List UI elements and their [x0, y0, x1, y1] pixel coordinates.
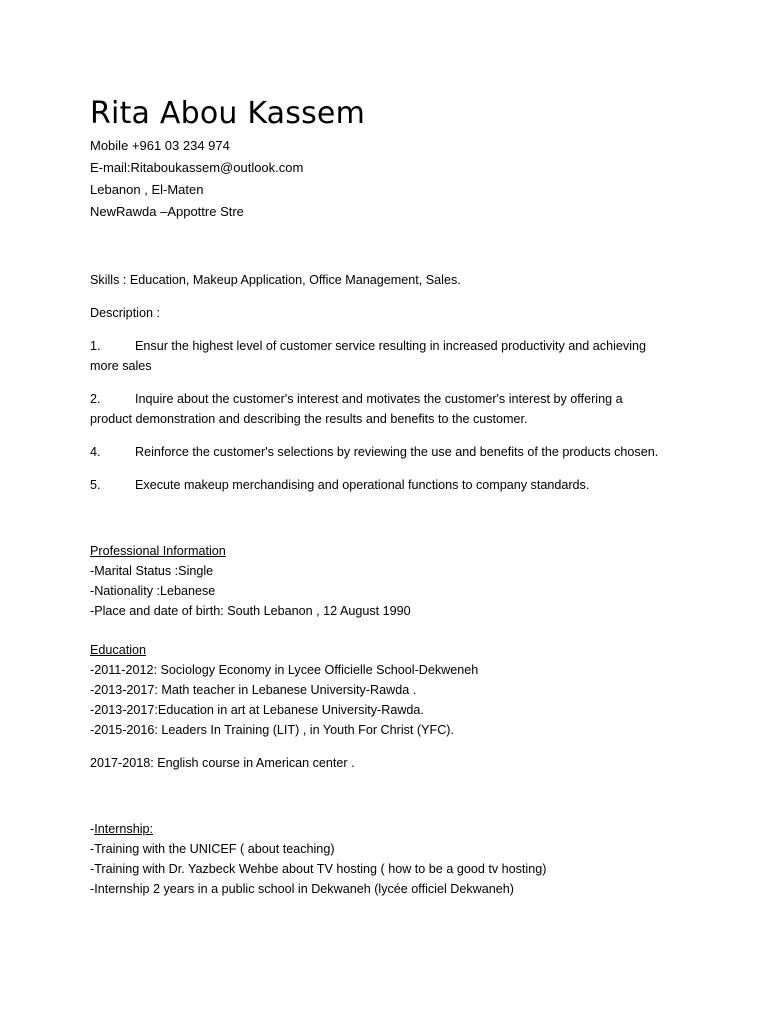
professional-heading: Professional Information [90, 544, 226, 558]
item-number: 4. [90, 445, 101, 459]
item-text-continued: product demonstration and describing the results and benefits to the customer. [90, 412, 528, 426]
education-extra: 2017-2018: English course in American center . [90, 756, 355, 770]
professional-item: -Place and date of birth: South Lebanon , 12 August 1990 [90, 604, 411, 618]
internship-item: -Internship 2 years in a public school in Dekwaneh (lycée officiel Dekwaneh) [90, 882, 514, 896]
skills-line: Skills : Education, Makeup Application, Office Management, Sales. [90, 273, 461, 287]
street-address: NewRawda –Appottre Stre [90, 204, 244, 219]
item-text-continued: more sales [90, 359, 152, 373]
internship-prefix: - [90, 822, 95, 836]
internship-item: -Training with the UNICEF ( about teaching) [90, 842, 335, 856]
education-item: -2013-2017: Math teacher in Lebanese University-Rawda . [90, 683, 417, 697]
email-address: E-mail:Ritaboukassem@outlook.com [90, 160, 304, 175]
item-text: Execute makeup merchandising and operational functions to company standards. [135, 478, 590, 492]
education-item: -2015-2016: Leaders In Training (LIT) , in Youth For Christ (YFC). [90, 723, 454, 737]
description-heading: Description : [90, 306, 160, 320]
professional-item: -Nationality :Lebanese [90, 584, 216, 598]
item-text: Ensur the highest level of customer service resulting in increased productivity and achieving [135, 339, 647, 353]
professional-item: -Marital Status :Single [90, 564, 214, 578]
education-item: -2011-2012: Sociology Economy in Lycee Officielle School-Dekweneh [90, 663, 479, 677]
education-heading: Education [90, 643, 147, 657]
internship-item: -Training with Dr. Yazbeck Wehbe about TV hosting ( how to be a good tv hosting) [90, 862, 547, 876]
item-text: Inquire about the customer's interest and motivates the customer's interest by offering a [135, 392, 623, 406]
item-number: 1. [90, 339, 101, 353]
internship-heading-line [90, 821, 153, 837]
item-number: 5. [90, 478, 101, 492]
mobile-number: Mobile +961 03 234 974 [90, 138, 230, 153]
education-item: -2013-2017:Education in art at Lebanese University-Rawda. [90, 703, 424, 717]
item-text: Reinforce the customer's selections by reviewing the use and benefits of the products chosen. [135, 445, 659, 459]
location: Lebanon , El-Maten [90, 182, 204, 197]
item-number: 2. [90, 392, 101, 406]
internship-heading: Internship: [94, 822, 154, 836]
candidate-name: Rita Abou Kassem [90, 96, 366, 131]
